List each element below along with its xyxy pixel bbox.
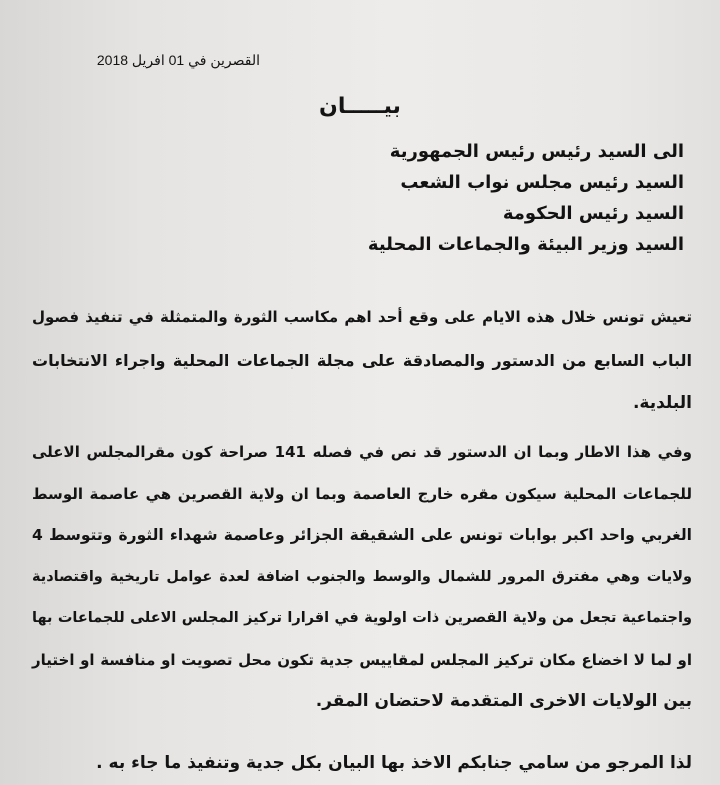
date-line: القصرين في 01 افريل 2018 (96, 52, 260, 68)
paragraph-line: لذا المرجو من سامي جنابكم الاخذ بها البيان بكل جدية وتنفيذ ما جاء به . (96, 753, 692, 773)
paragraph-intro (32, 296, 692, 425)
recipient-line: السيد رئيس الحكومة (502, 203, 684, 224)
recipients-block (264, 136, 684, 260)
paragraph-line: بين الولايات الاخرى المتقدمة لاحتضان المقر. (315, 691, 692, 711)
paragraph-line: او لما لا اخضاع مكان تركيز المجلس لمقاييس جدية تكون محل تصويت او منافسة او اختيار (32, 650, 692, 669)
recipient-line: الى السيد رئيس رئيس الجمهورية (389, 141, 684, 162)
paragraph-line: الغربي واحد اكبر بوابات تونس على الشقيقة الجزائر وعاصمة شهداء الثورة وتتوسط 4 (32, 526, 692, 544)
paragraph-line: واجتماعية تجعل من ولاية القصرين ذات اولوية في اقرارا تركيز المجلس الاعلى للجماعات بها (32, 610, 692, 626)
recipient-line: السيد وزير البيئة والجماعات المحلية (367, 234, 684, 255)
paragraph-closing (32, 748, 692, 778)
recipient-line: السيد رئيس مجلس نواب الشعب (400, 172, 684, 193)
paragraph-line: ولايات وهي مفترق المرور للشمال والوسط والجنوب اضافة لعدة عوامل تاريخية واقتصادية (32, 568, 692, 585)
paragraph-body (32, 432, 692, 723)
paragraph-line: الباب السابع من الدستور والمصادقة على مجلة الجماعات المحلية واجراء الانتخابات (32, 351, 692, 370)
paragraph-line: تعيش تونس خلال هذه الايام على وقع أحد اهم مكاسب الثورة والمتمثلة في تنفيذ فصول (32, 308, 692, 326)
paragraph-line: البلدية. (632, 393, 692, 413)
document-title: بيـــــان (319, 94, 401, 119)
paragraph-line: وفي هذا الاطار وبما ان الدستور قد نص في فصله 141 صراحة كون مقرالمجلس الاعلى (32, 443, 692, 461)
paragraph-line: للجماعات المحلية سيكون مقره خارج العاصمة وبما ان ولاية القصرين هي عاصمة الوسط (32, 484, 692, 503)
